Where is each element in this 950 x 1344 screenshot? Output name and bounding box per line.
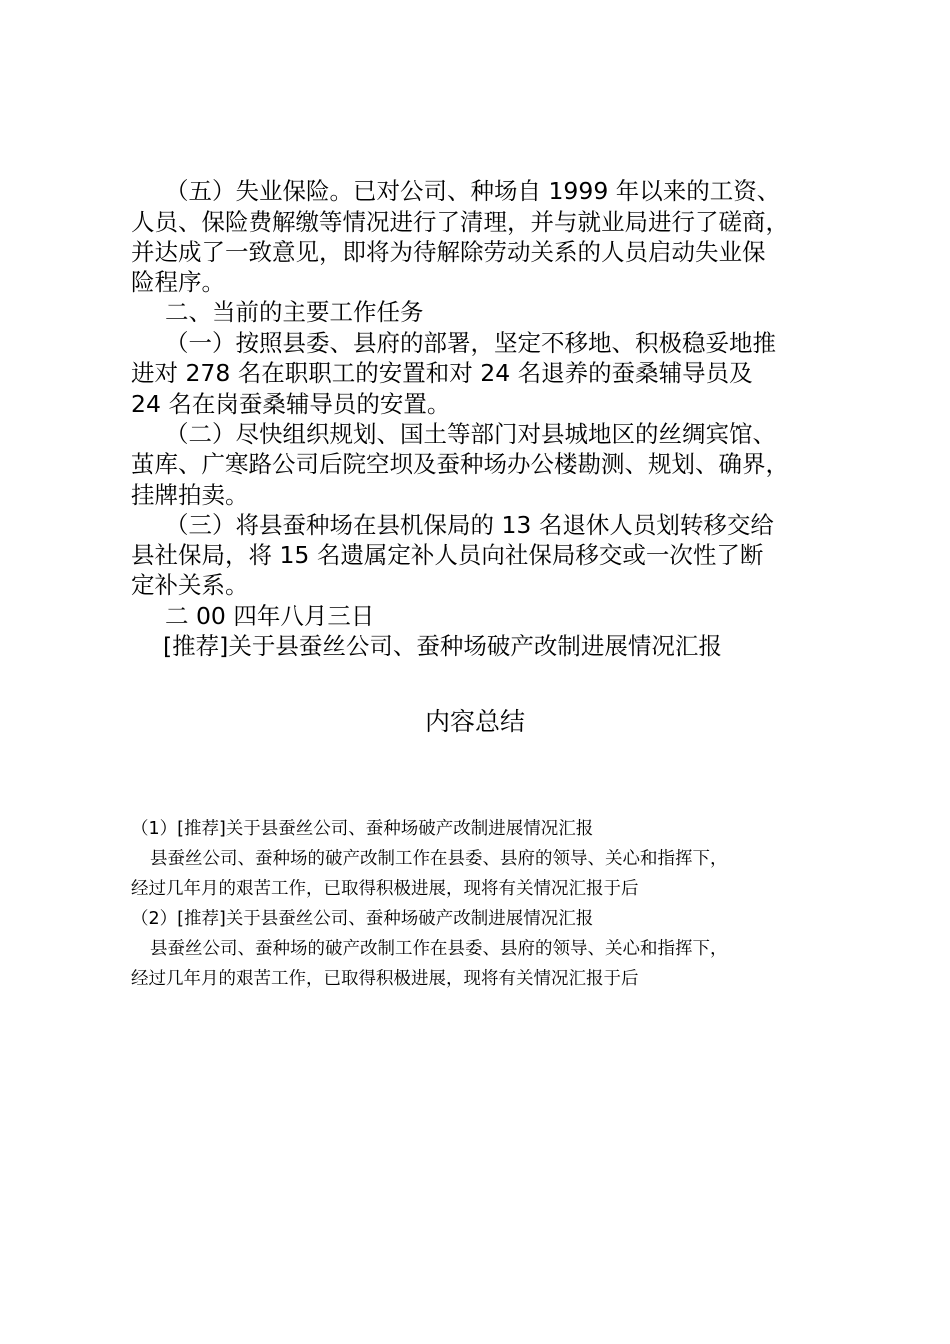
summary-item-1-title: （1）[推荐]关于县蚕丝公司、蚕种场破产改制进展情况汇报 — [131, 819, 594, 839]
task-2-line-2: 茧库、广寒路公司后院空坝及蚕种场办公楼勘测、规划、确界， — [131, 450, 789, 478]
task-3-line-3: 定补关系。 — [131, 571, 249, 599]
summary-item-2-line-2: 经过几年月的艰苦工作，已取得积极进展，现将有关情况汇报于后 — [131, 969, 639, 989]
document-title-line: [推荐]关于县蚕丝公司、蚕种场破产改制进展情况汇报 — [163, 632, 722, 660]
task-3-line-1: （三）将县蚕种场在县机保局的 13 名退休人员划转移交给 — [165, 511, 774, 539]
summary-item-2-title: （2）[推荐]关于县蚕丝公司、蚕种场破产改制进展情况汇报 — [131, 909, 594, 929]
summary-title: 内容总结 — [424, 707, 525, 736]
paragraph-5-line-3: 并达成了一致意见，即将为待解除劳动关系的人员启动失业保 — [131, 238, 766, 266]
task-1-line-2: 进对 278 名在职职工的安置和对 24 名退养的蚕桑辅导员及 — [131, 359, 753, 387]
section-heading-2: 二、当前的主要工作任务 — [165, 298, 424, 326]
task-1-line-3: 24 名在岗蚕桑辅导员的安置。 — [131, 390, 451, 418]
summary-item-1-line-2: 经过几年月的艰苦工作，已取得积极进展，现将有关情况汇报于后 — [131, 879, 639, 899]
date-line: 二 00 四年八月三日 — [165, 602, 375, 630]
task-1-line-1: （一）按照县委、县府的部署，坚定不移地、积极稳妥地推 — [165, 329, 776, 357]
summary-item-1-line-1: 县蚕丝公司、蚕种场的破产改制工作在县委、县府的领导、关心和指挥下， — [150, 849, 728, 869]
paragraph-5-line-1: （五）失业保险。已对公司、种场自 1999 年以来的工资、 — [165, 177, 781, 205]
task-3-line-2: 县社保局，将 15 名遗属定补人员向社保局移交或一次性了断 — [131, 541, 764, 569]
paragraph-5-line-4: 险程序。 — [131, 268, 225, 296]
task-2-line-1: （二）尽快组织规划、国土等部门对县城地区的丝绸宾馆、 — [165, 420, 776, 448]
task-2-line-3: 挂牌拍卖。 — [131, 481, 249, 509]
summary-item-2-line-1: 县蚕丝公司、蚕种场的破产改制工作在县委、县府的领导、关心和指挥下， — [150, 939, 728, 959]
paragraph-5-line-2: 人员、保险费解缴等情况进行了清理，并与就业局进行了磋商， — [131, 208, 789, 236]
